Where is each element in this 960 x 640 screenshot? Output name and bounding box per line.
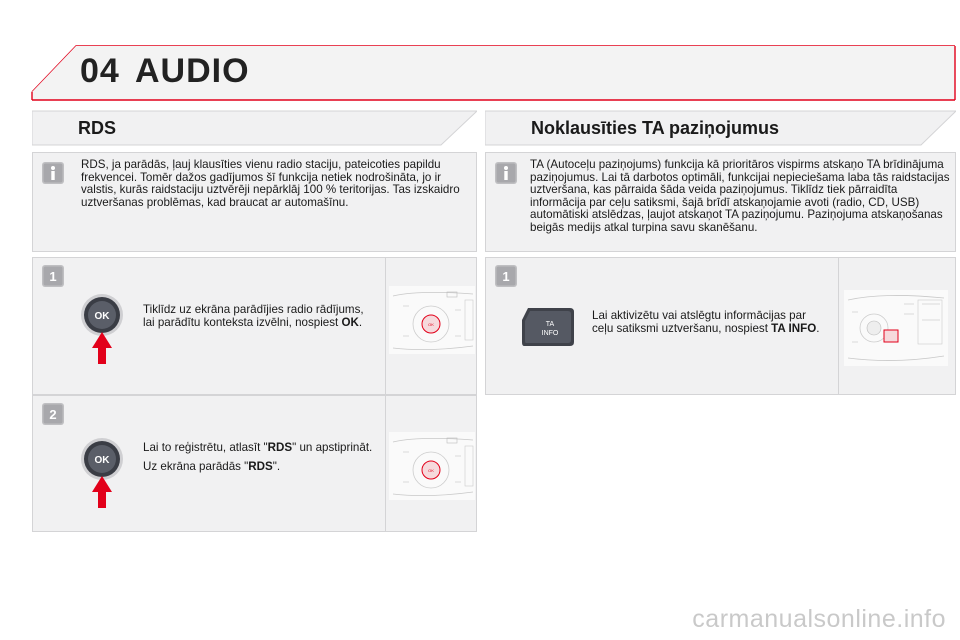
info-text: TA (Autoceļu paziņojums) funkcija kā prioritāros vispirms atskaņo TA brīdinājuma paziņojumus. Lai tā darbotos optimāli, funkcijai nepieciešama laba tās raidstacijas uztveršana, kas pārraida šāda veida paziņojumus. Tiklīdz tiek pārraidīta informācija par ceļu satiksmi, šajā brīdī atskaņojamie avoti (radio, CD, USB) automātiski atslēdzas, ļaujot atskaņot TA paziņojumu. Paziņojuma atskaņošanas beigās medijs atkal turpina savu skanēšanu.	[530, 158, 950, 234]
ok-button-illustration	[77, 292, 129, 372]
svg-text:OK: OK	[428, 468, 434, 473]
section-heading-rds	[32, 109, 477, 147]
control-panel-thumbnail	[844, 290, 948, 366]
ok-button-label: OK	[94, 455, 110, 466]
watermark: carmanualsonline.info	[692, 605, 946, 633]
svg-text:OK: OK	[428, 322, 434, 327]
chapter-number: 04	[80, 52, 120, 90]
step-number-badge	[494, 264, 518, 288]
ta-info-label-line2: INFO	[541, 330, 559, 337]
chapter-title: AUDIO	[135, 52, 250, 90]
info-panel-rds	[32, 152, 477, 252]
info-panel-ta	[485, 152, 956, 252]
ok-button-illustration	[77, 436, 129, 516]
svg-text:1: 1	[502, 269, 510, 284]
step-panel-2-rds	[32, 395, 477, 532]
step-text: Lai aktivizētu vai atslēgtu informācijas par ceļu satiksmi uztveršanu, nospiest TA INFO.	[592, 309, 820, 335]
control-panel-thumbnail	[389, 286, 475, 354]
section-heading-ta	[485, 109, 956, 147]
step-number-badge	[41, 402, 65, 426]
info-icon	[494, 161, 518, 185]
control-panel-thumbnail	[389, 432, 475, 500]
svg-text:1: 1	[49, 269, 57, 284]
ta-info-label-line1: TA	[545, 321, 555, 328]
step-text: Lai to reģistrētu, atlasīt "RDS" un apstiprināt. Uz ekrāna parādās "RDS".	[143, 441, 373, 473]
svg-text:2: 2	[49, 407, 57, 422]
section-title: Noklausīties TA paziņojumus	[531, 118, 780, 138]
step-text: Tiklīdz uz ekrāna parādījies radio rādījums, lai parādītu konteksta izvēlni, nospiest OK.	[143, 303, 364, 329]
step-panel-1-ta	[485, 257, 956, 395]
step-panel-1-rds	[32, 257, 477, 395]
section-title: RDS	[78, 118, 117, 138]
info-text: RDS, ja parādās, ļauj klausīties vienu radio staciju, pateicoties papildu frekvencei. Tomēr dažos gadījumos šī funkcija netiek nodrošināta, jo ir valstis, kurās raidstaciju uztvērēji nepārklāj 100 % teritorijas. Tas izskaidro uztveršanas problēmas, kad braucat ar automašīnu.	[81, 158, 460, 209]
ta-info-button-illustration	[520, 306, 576, 348]
info-icon	[41, 161, 65, 185]
ok-button-label: OK	[94, 311, 110, 322]
step-number-badge	[41, 264, 65, 288]
